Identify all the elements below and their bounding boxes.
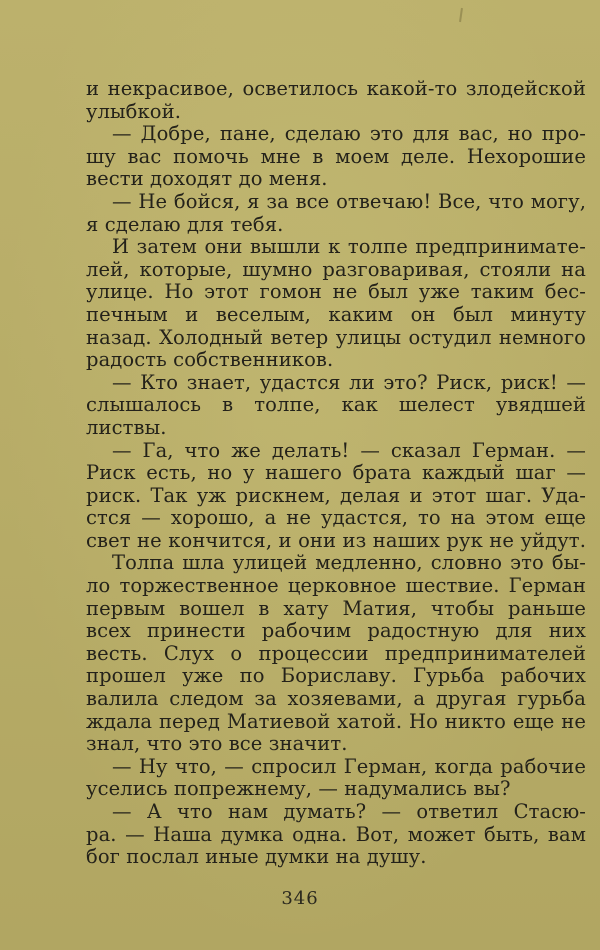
- text-line: улице. Но этот гомон не был уже таким бес-: [86, 280, 586, 304]
- text-line: Риск есть, но у нашего брата каждый шаг —: [86, 461, 586, 485]
- text-line: уселись попрежнему, — надумались вы?: [86, 777, 511, 801]
- text-line: ра. — Наша думка одна. Вот, может быть, вам: [86, 822, 586, 846]
- text-line: я сделаю для тебя.: [86, 212, 284, 236]
- page-number: 346: [281, 888, 319, 909]
- text-line: и некрасивое, осветилось какой-то злодейской: [86, 77, 586, 100]
- text-line: вести доходят до меня.: [86, 167, 328, 191]
- text-line: улыбкой.: [86, 99, 182, 123]
- text-line: назад. Холодный ветер улицы остудил немного: [86, 325, 586, 349]
- text-line: — Ну что, — спросил Герман, когда рабочие: [112, 754, 586, 778]
- text-line: бог послал иные думки на душу.: [86, 845, 427, 869]
- text-line: — Не бойся, я за все отвечаю! Все, что могу,: [112, 189, 586, 213]
- text-line: — Га, что же делать! — сказал Герман. —: [112, 438, 586, 462]
- text-line: — А что нам думать? — ответил Стасю-: [112, 800, 586, 823]
- text-line: валила следом за хозяевами, а другая гурьба: [86, 687, 586, 711]
- text-line: Толпа шла улицей медленно, словно это бы-: [112, 551, 586, 575]
- text-line: свет не кончится, и они из наших рук не уйдут.: [86, 528, 586, 552]
- text-line: печным и веселым, каким он был минуту: [86, 302, 586, 326]
- text-line: первым вошел в хату Матия, чтобы раньше: [86, 596, 586, 620]
- paper-speck: [459, 8, 463, 22]
- text-line: слышалось в толпе, как шелест увядшей: [86, 393, 586, 417]
- text-line: ждала перед Матиевой хатой. Но никто еще не: [86, 709, 586, 733]
- text-line: весть. Слух о процессии предпринимателей: [86, 641, 586, 665]
- body-text: [86, 78, 586, 869]
- text-line: радость собственников.: [86, 348, 334, 372]
- text-line: прошел уже по Бориславу. Гурьба рабочих: [86, 664, 586, 688]
- text-line: — Кто знает, удастся ли это? Риск, риск! —: [112, 370, 586, 394]
- text-line: риск. Так уж рискнем, делая и этот шаг. Уда-: [86, 483, 586, 507]
- text-line: всех принести рабочим радостную для них: [86, 619, 586, 643]
- text-line: лей, которые, шумно разговаривая, стояли на: [86, 257, 586, 281]
- text-line: знал, что это все значит.: [86, 732, 348, 756]
- text-line: И затем они вышли к толпе предпринимате-: [112, 235, 586, 259]
- text-line: — Добре, пане, сделаю это для вас, но про-: [112, 122, 586, 146]
- text-line: ло торжественное церковное шествие. Герман: [86, 574, 586, 598]
- text-line: шу вас помочь мне в моем деле. Нехорошие: [86, 144, 586, 168]
- text-line: листвы.: [86, 415, 167, 439]
- text-line: стся — хорошо, а не удастся, то на этом еще: [86, 506, 586, 530]
